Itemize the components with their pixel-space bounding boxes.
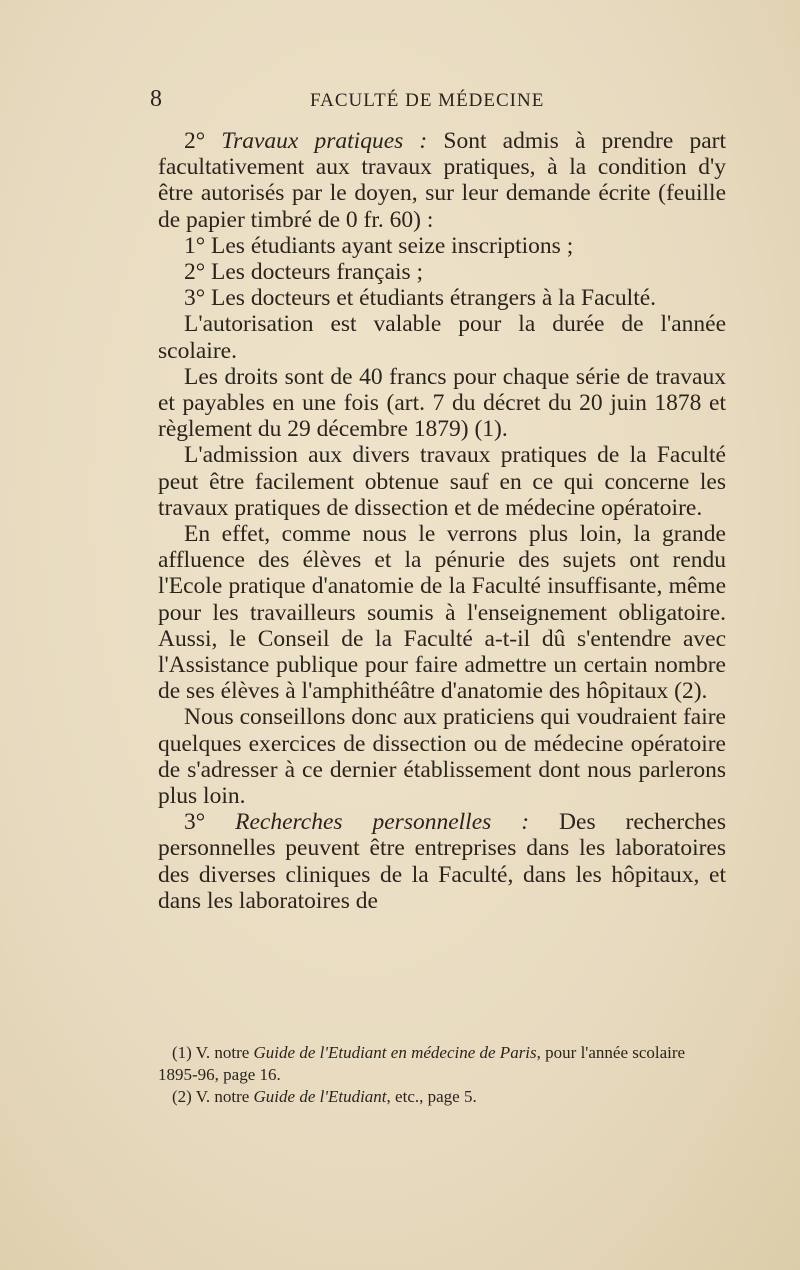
footnotes: [158, 1042, 726, 1108]
footnote: (2) V. notre Guide de l'Etudiant, etc., page 5.: [172, 1087, 477, 1106]
running-title: FACULTÉ DE MÉDECINE: [310, 90, 545, 111]
footnote: (1) V. notre Guide de l'Etudiant en médecine de Paris, pour l'année scolaire 1895-96, page 16.: [158, 1043, 686, 1084]
paragraph: 1° Les étudiants ayant seize inscriptions ;: [184, 232, 574, 259]
paragraph: L'autorisation est valable pour la durée de l'année scolaire.: [158, 311, 726, 364]
page-header: [150, 86, 730, 116]
paragraph: 3° Les docteurs et étudiants étrangers à la Faculté.: [184, 285, 657, 312]
paragraph: Nous conseillons donc aux praticiens qui voudraient faire quelques exercices de dissection ou de médecine opératoire de s'adresser à ce dernier établissement dont nous parlerons plus loin.: [158, 704, 726, 810]
paragraph: 2° Les docteurs français ;: [184, 259, 424, 286]
page-number: 8: [150, 86, 162, 112]
paragraph: En effet, comme nous le verrons plus loin, la grande affluence des élèves et la pénurie des sujets ont rendu l'Ecole pratique d'anatomie de la Faculté insuffisante, même pour les travailleurs soumis à l'enseignement obligatoire. Aussi, le Conseil de la Faculté a-t-il dû s'entendre avec l'Assistance publique pour faire admettre un certain nombre de ses élèves à l'amphithéâtre d'anatomie des hôpitaux (2).: [158, 521, 726, 705]
body-text: [158, 128, 726, 914]
paragraph: L'admission aux divers travaux pratiques de la Faculté peut être facilement obtenue sauf en ce qui concerne les travaux pratiques de dissection et de médecine opératoire.: [158, 442, 726, 521]
paragraph: 2° Travaux pratiques : Sont admis à prendre part facultativement aux travaux pratiques, à la condition d'y être autorisés par le doyen, sur leur demande écrite (feuille de papier timbré de 0 fr. 60) :: [158, 128, 726, 233]
paragraph: 3° Recherches personnelles : Des recherches personnelles peuvent être entreprises dans les laboratoires des diverses cliniques de la Faculté, dans les hôpitaux, et dans les laboratoires de: [158, 809, 726, 914]
paragraph: Les droits sont de 40 francs pour chaque série de travaux et payables en une fois (art. 7 du décret du 20 juin 1878 et règlement du 29 décembre 1879) (1).: [158, 363, 726, 443]
